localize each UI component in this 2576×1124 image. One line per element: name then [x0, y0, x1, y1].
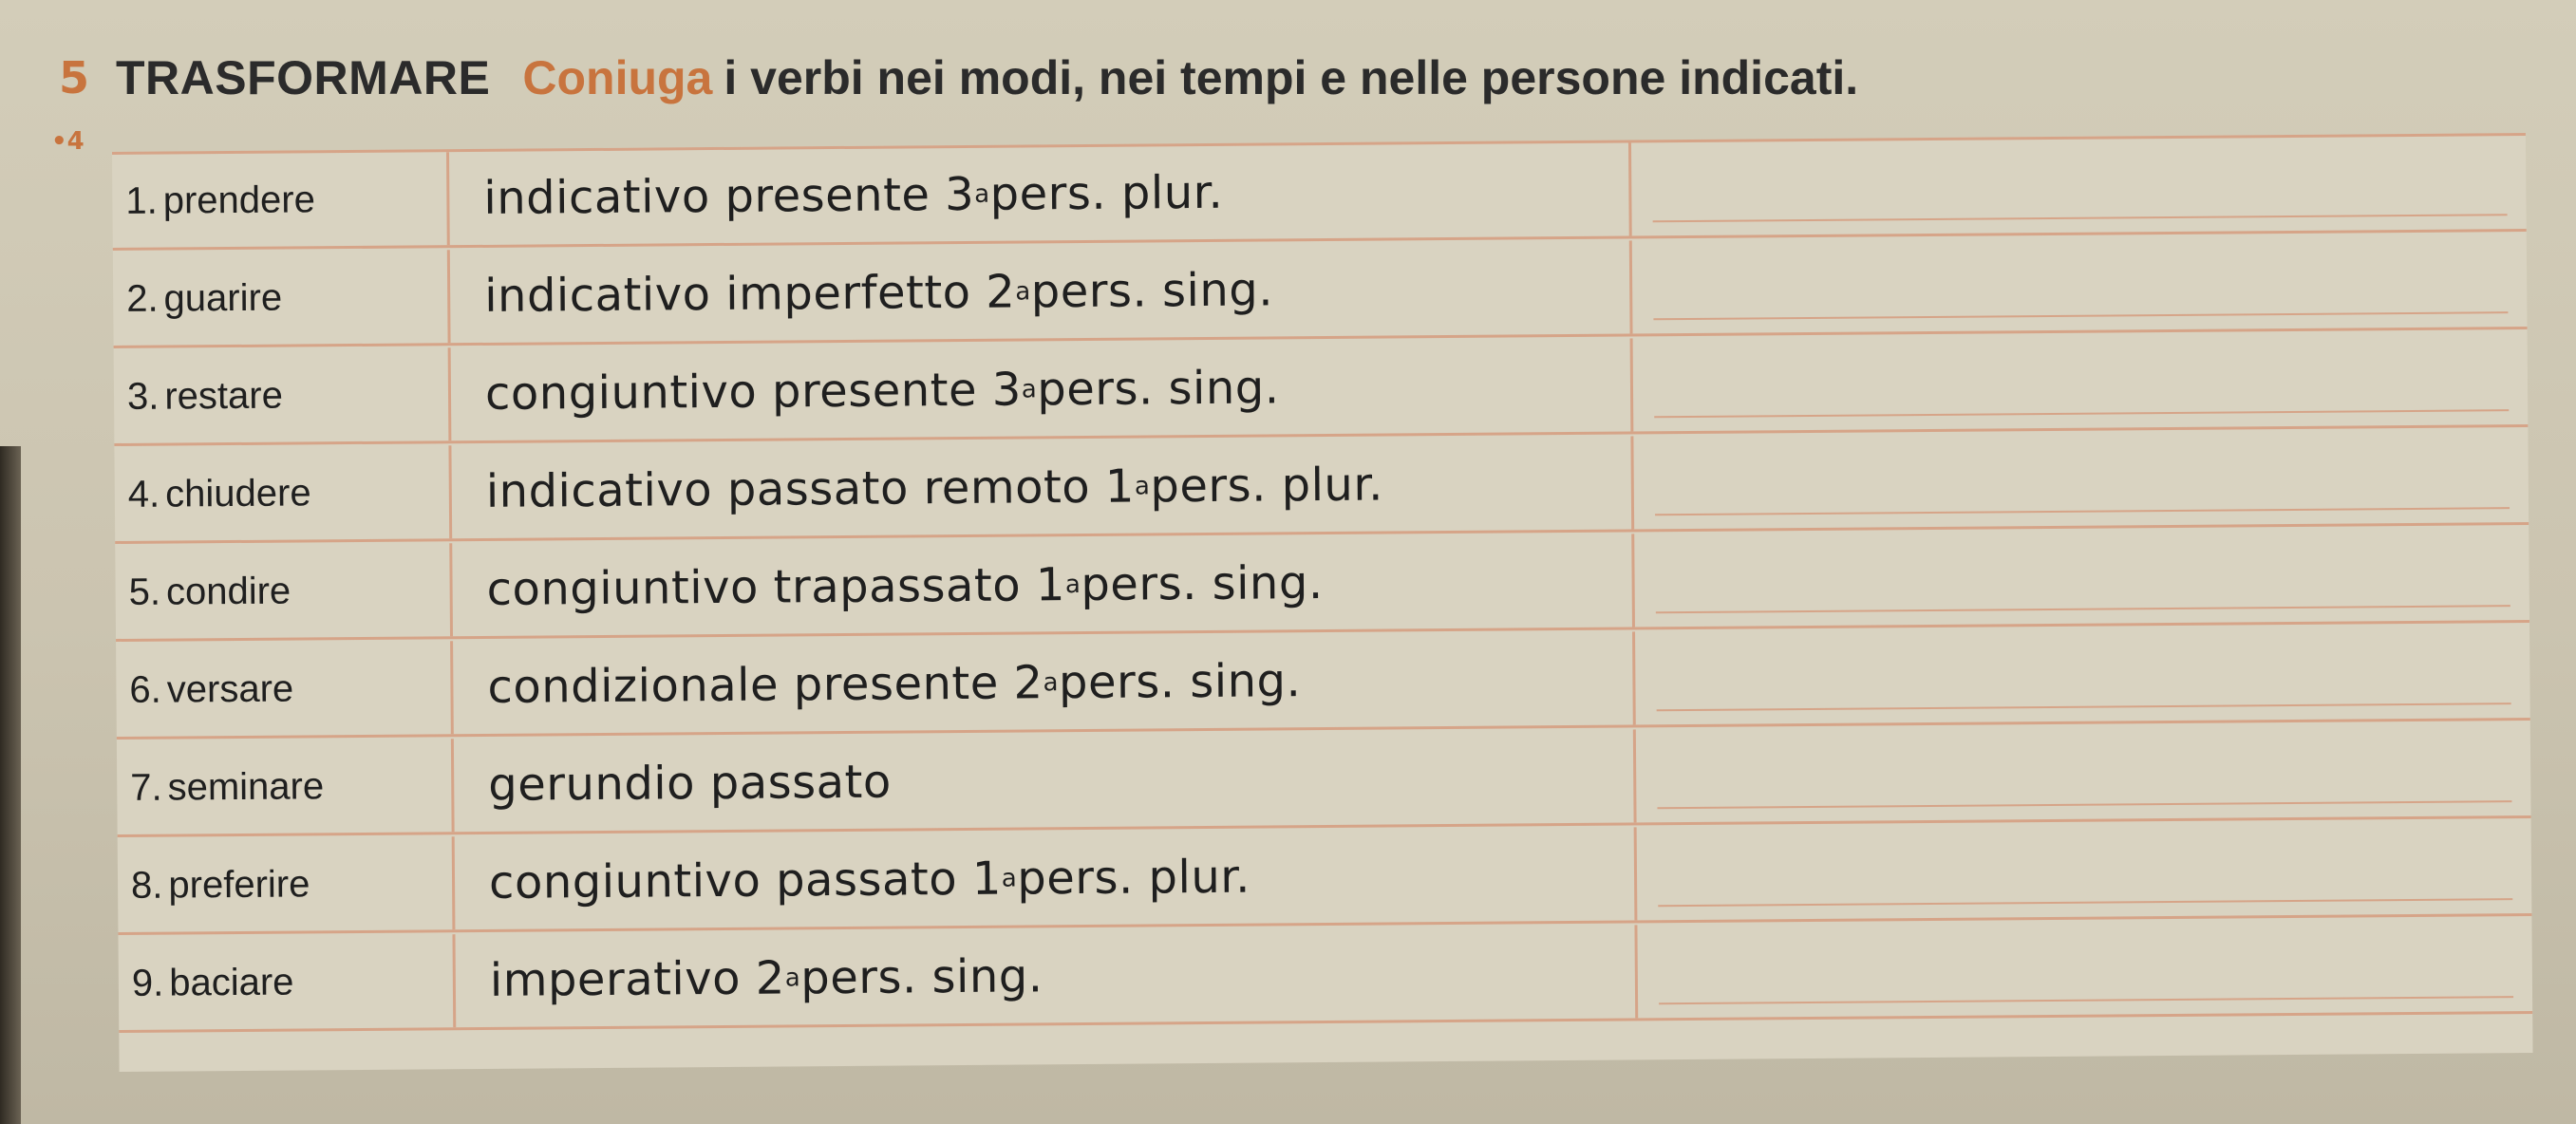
verb-cell — [118, 836, 456, 932]
answer-cell[interactable] — [1635, 625, 2530, 724]
verb-infinitive: preferire — [168, 862, 310, 907]
difficulty-marks: •4 — [51, 127, 85, 156]
verb-cell — [115, 543, 453, 639]
verb-cell — [116, 641, 454, 737]
tense-text: gerundio passato — [488, 755, 892, 812]
ordinal-superscript: a — [1021, 375, 1038, 404]
row-number: 5. — [128, 571, 161, 613]
row-number: 8. — [130, 864, 163, 907]
tense-text: indicativo imperfetto 2 — [483, 265, 1016, 323]
person-text: pers. plur. — [989, 165, 1224, 221]
row-number: 3. — [126, 375, 160, 418]
ordinal-superscript: a — [974, 179, 990, 209]
tense-cell — [452, 534, 1635, 636]
instruction-verb: Coniuga — [522, 51, 713, 104]
person-text: pers. plur. — [1150, 458, 1384, 514]
verb-infinitive: guarire — [163, 276, 283, 320]
answer-cell[interactable] — [1631, 136, 2527, 235]
tense-text: congiuntivo trapassato 1 — [486, 558, 1066, 616]
table-row — [114, 429, 2529, 544]
row-number: 6. — [129, 668, 161, 711]
table-row — [115, 527, 2529, 642]
answer-line[interactable] — [1653, 311, 2508, 320]
tense-text: congiuntivo passato 1 — [488, 852, 1003, 909]
exercise-keyword: TRASFORMARE — [116, 51, 491, 104]
verb-infinitive: prendere — [162, 178, 316, 222]
verb-infinitive: restare — [164, 374, 284, 418]
table-row — [113, 234, 2528, 348]
row-number: 1. — [125, 179, 158, 222]
ordinal-superscript: a — [1064, 571, 1081, 600]
person-text: pers. plur. — [1017, 850, 1251, 906]
verb-infinitive: seminare — [167, 764, 325, 809]
instruction-text: i verbi nei modi, nei tempi e nelle persone indicati. — [724, 51, 1859, 104]
ordinal-superscript: a — [1015, 277, 1031, 307]
ordinal-superscript: a — [784, 964, 801, 993]
answer-line[interactable] — [1657, 702, 2511, 711]
verb-infinitive: baciare — [169, 961, 294, 1004]
person-text: pers. sing. — [1030, 263, 1274, 319]
exercise-number: 5 — [59, 52, 90, 103]
verb-cell — [117, 739, 455, 834]
table-row — [116, 625, 2530, 740]
verb-cell — [113, 250, 451, 346]
tense-text: indicativo passato remoto 1 — [485, 459, 1136, 518]
ordinal-superscript: a — [1134, 472, 1151, 501]
conjugation-table — [112, 133, 2533, 1072]
verb-cell — [118, 934, 456, 1030]
row-number: 4. — [127, 473, 160, 515]
answer-line[interactable] — [1654, 409, 2509, 418]
table-row — [117, 722, 2531, 837]
tense-cell — [449, 142, 1632, 245]
person-text: pers. sing. — [800, 949, 1044, 1005]
answer-cell[interactable] — [1637, 820, 2532, 920]
answer-cell[interactable] — [1633, 429, 2529, 529]
answer-cell[interactable] — [1634, 527, 2529, 627]
tense-cell — [451, 338, 1634, 440]
ordinal-superscript: a — [1043, 668, 1060, 698]
tense-cell — [450, 240, 1633, 343]
verb-cell — [114, 445, 452, 541]
person-text: pers. sing. — [1081, 555, 1324, 611]
tense-text: indicativo presente 3 — [483, 167, 975, 225]
answer-line[interactable] — [1653, 214, 2508, 222]
table-row — [118, 918, 2532, 1033]
answer-line[interactable] — [1658, 898, 2512, 907]
answer-line[interactable] — [1659, 996, 2513, 1004]
table-row — [118, 820, 2532, 935]
tense-cell — [455, 925, 1638, 1027]
verb-cell — [112, 152, 450, 248]
tense-text: condizionale presente 2 — [487, 656, 1044, 714]
answer-line[interactable] — [1657, 800, 2511, 809]
tense-text: imperativo 2 — [489, 951, 786, 1007]
verb-infinitive: versare — [166, 667, 294, 711]
answer-cell[interactable] — [1632, 234, 2528, 333]
tense-cell — [451, 436, 1634, 538]
tense-cell — [453, 631, 1636, 734]
tense-cell — [454, 729, 1637, 832]
table-row — [114, 331, 2529, 446]
answer-cell[interactable] — [1636, 722, 2531, 822]
ordinal-superscript: a — [1001, 864, 1018, 893]
tense-text: congiuntivo presente 3 — [484, 363, 1023, 421]
answer-cell[interactable] — [1633, 331, 2529, 431]
verb-infinitive: condire — [165, 570, 291, 613]
answer-line[interactable] — [1655, 507, 2510, 515]
row-number: 2. — [126, 277, 159, 320]
row-number: 9. — [131, 962, 164, 1004]
table-row — [112, 136, 2527, 251]
tense-cell — [455, 827, 1638, 929]
answer-line[interactable] — [1656, 605, 2510, 613]
exercise-heading — [59, 40, 1858, 116]
row-number: 7. — [130, 766, 162, 809]
verb-infinitive: chiudere — [165, 471, 311, 515]
person-text: pers. sing. — [1037, 361, 1280, 417]
answer-cell[interactable] — [1637, 918, 2532, 1018]
verb-cell — [114, 347, 452, 443]
book-edge-shadow — [0, 446, 21, 1124]
person-text: pers. sing. — [1058, 654, 1302, 710]
